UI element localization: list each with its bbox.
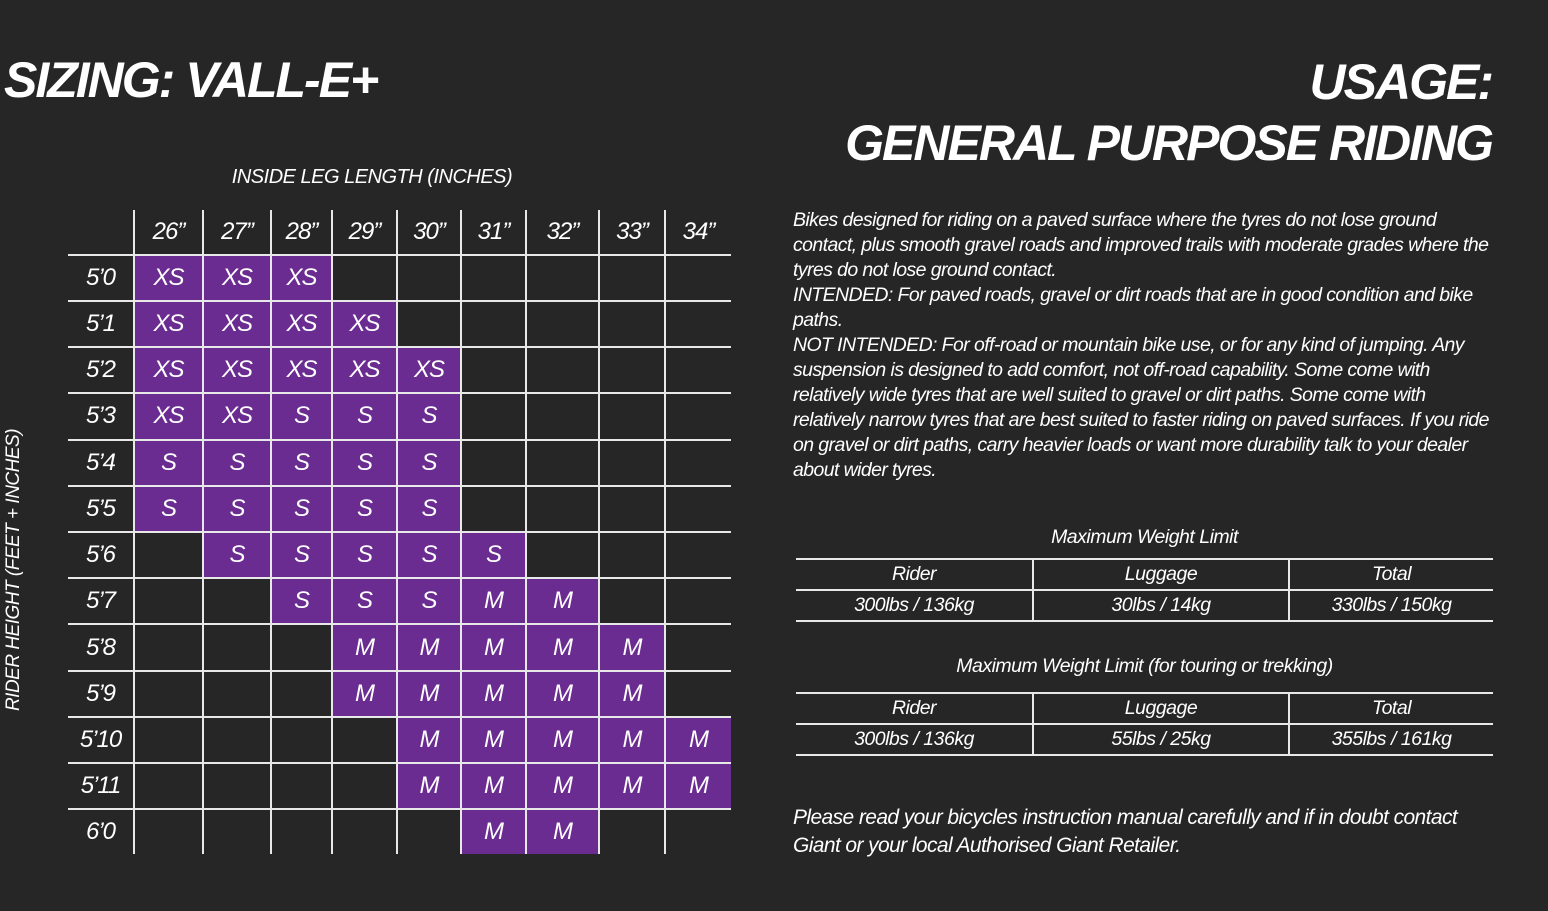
frame-size-cell xyxy=(665,393,731,439)
weight-limit-luggage-value: 30lbs / 14kg xyxy=(1033,590,1289,621)
footer-note-line1: Please read your bicycles instruction manual carefully and if in doubt contact xyxy=(793,806,1458,829)
frame-size-cell xyxy=(665,347,731,393)
usage-description-text: Bikes designed for riding on a paved surface where the tyres do not lose ground contact, plus smooth gravel roads and improved trails with moderate grades where the tyres do not lose ground contact. xyxy=(793,209,1489,281)
frame-size-cell xyxy=(526,440,599,486)
size-chart-row xyxy=(68,532,731,578)
frame-size-cell: S xyxy=(134,440,203,486)
frame-size-cell xyxy=(134,532,203,578)
frame-size-cell: M xyxy=(397,763,461,809)
frame-size-cell xyxy=(665,301,731,347)
frame-size-cell: XS xyxy=(271,255,332,301)
frame-size-cell: XS xyxy=(134,393,203,439)
weight-limit-header-luggage: Luggage xyxy=(1033,559,1289,590)
rider-height-row-header: 5’5 xyxy=(68,486,134,532)
footer-note-line2: Giant or your local Authorised Giant Retailer. xyxy=(793,834,1181,857)
frame-size-cell xyxy=(203,578,271,624)
touring-weight-limit-table xyxy=(796,692,1493,756)
frame-size-cell xyxy=(599,486,665,532)
touring-weight-limit-caption: Maximum Weight Limit (for touring or trekking) xyxy=(956,655,1333,677)
frame-size-cell: M xyxy=(526,717,599,763)
size-chart-header-row xyxy=(68,210,731,255)
rider-height-row-header: 5’10 xyxy=(68,717,134,763)
size-chart-row xyxy=(68,578,731,624)
frame-size-cell: M xyxy=(599,717,665,763)
frame-size-cell: S xyxy=(271,532,332,578)
frame-size-cell: XS xyxy=(203,393,271,439)
frame-size-cell: S xyxy=(332,578,397,624)
frame-size-cell: M xyxy=(599,624,665,670)
rider-height-row-header: 5’11 xyxy=(68,763,134,809)
frame-size-cell xyxy=(461,393,526,439)
frame-size-cell xyxy=(203,763,271,809)
rider-height-row-header: 5’8 xyxy=(68,624,134,670)
frame-size-cell xyxy=(461,255,526,301)
size-chart-row xyxy=(68,624,731,670)
frame-size-cell xyxy=(461,301,526,347)
frame-size-cell xyxy=(526,486,599,532)
touring-weight-limit-rider-value: 300lbs / 136kg xyxy=(796,724,1033,755)
rider-height-row-header: 5’2 xyxy=(68,347,134,393)
frame-size-cell: M xyxy=(397,671,461,717)
frame-size-cell: S xyxy=(271,486,332,532)
inside-leg-column-header: 26” xyxy=(134,210,203,255)
rider-height-row-header: 5’0 xyxy=(68,255,134,301)
size-chart-row xyxy=(68,671,731,717)
frame-size-cell xyxy=(665,532,731,578)
frame-size-cell: M xyxy=(397,624,461,670)
frame-size-cell xyxy=(665,486,731,532)
frame-size-cell xyxy=(599,301,665,347)
inside-leg-column-header: 30” xyxy=(397,210,461,255)
touring-weight-limit-header-rider: Rider xyxy=(796,693,1033,724)
size-chart-row xyxy=(68,486,731,532)
size-chart-grid xyxy=(68,210,731,854)
frame-size-cell xyxy=(397,301,461,347)
frame-size-cell: M xyxy=(599,763,665,809)
frame-size-cell xyxy=(599,809,665,854)
frame-size-cell xyxy=(134,578,203,624)
frame-size-cell xyxy=(203,671,271,717)
frame-size-cell: M xyxy=(461,717,526,763)
frame-size-cell xyxy=(599,255,665,301)
frame-size-cell xyxy=(665,578,731,624)
frame-size-cell xyxy=(665,624,731,670)
weight-limit-rider-value: 300lbs / 136kg xyxy=(796,590,1033,621)
usage-intended-text: INTENDED: For paved roads, gravel or dirt roads that are in good condition and bike paths. xyxy=(793,284,1473,331)
frame-size-cell xyxy=(397,809,461,854)
size-chart-row xyxy=(68,301,731,347)
size-chart-corner xyxy=(68,210,134,255)
touring-weight-limit-header-luggage: Luggage xyxy=(1033,693,1289,724)
frame-size-cell: S xyxy=(397,440,461,486)
frame-size-cell xyxy=(526,301,599,347)
frame-size-cell xyxy=(461,486,526,532)
frame-size-cell xyxy=(332,809,397,854)
size-chart-row xyxy=(68,393,731,439)
usage-title xyxy=(845,52,1492,174)
rider-height-axis-label: RIDER HEIGHT (FEET + INCHES) xyxy=(3,428,24,712)
frame-size-cell: S xyxy=(203,440,271,486)
touring-weight-limit-header-total: Total xyxy=(1289,693,1493,724)
size-chart-row xyxy=(68,347,731,393)
size-chart-row xyxy=(68,440,731,486)
frame-size-cell xyxy=(332,255,397,301)
frame-size-cell: XS xyxy=(397,347,461,393)
frame-size-cell: M xyxy=(397,717,461,763)
frame-size-cell xyxy=(271,624,332,670)
frame-size-cell xyxy=(665,440,731,486)
touring-weight-limit-header-row xyxy=(796,693,1493,724)
frame-size-cell: S xyxy=(271,393,332,439)
inside-leg-column-header: 32” xyxy=(526,210,599,255)
weight-limit-table xyxy=(796,558,1493,622)
frame-size-cell: S xyxy=(203,532,271,578)
frame-size-cell: S xyxy=(397,578,461,624)
frame-size-cell xyxy=(203,809,271,854)
footer-note xyxy=(793,804,1513,860)
frame-size-cell xyxy=(461,440,526,486)
weight-limit-caption: Maximum Weight Limit xyxy=(1051,526,1238,548)
frame-size-cell: M xyxy=(461,763,526,809)
frame-size-cell: S xyxy=(461,532,526,578)
frame-size-cell xyxy=(134,763,203,809)
frame-size-cell: M xyxy=(461,671,526,717)
frame-size-cell: M xyxy=(461,578,526,624)
size-chart-row xyxy=(68,255,731,301)
frame-size-cell xyxy=(599,532,665,578)
frame-size-cell: M xyxy=(461,809,526,854)
frame-size-cell xyxy=(526,532,599,578)
frame-size-cell: XS xyxy=(134,301,203,347)
frame-size-cell xyxy=(332,763,397,809)
inside-leg-column-header: 28” xyxy=(271,210,332,255)
frame-size-cell xyxy=(665,255,731,301)
frame-size-cell xyxy=(526,393,599,439)
frame-size-cell: XS xyxy=(134,255,203,301)
touring-weight-limit-value-row xyxy=(796,724,1493,755)
frame-size-cell xyxy=(397,255,461,301)
frame-size-cell: M xyxy=(332,671,397,717)
frame-size-cell xyxy=(599,578,665,624)
inside-leg-column-header: 29” xyxy=(332,210,397,255)
inside-leg-column-header: 33” xyxy=(599,210,665,255)
rider-height-row-header: 6’0 xyxy=(68,809,134,854)
frame-size-cell: XS xyxy=(203,347,271,393)
frame-size-cell: XS xyxy=(203,255,271,301)
touring-weight-limit-luggage-value: 55lbs / 25kg xyxy=(1033,724,1289,755)
usage-title-line1: USAGE: xyxy=(1309,54,1492,110)
inside-leg-column-header: 34” xyxy=(665,210,731,255)
frame-size-cell xyxy=(271,809,332,854)
weight-limit-header-row xyxy=(796,559,1493,590)
frame-size-cell: M xyxy=(526,671,599,717)
frame-size-cell xyxy=(665,671,731,717)
frame-size-cell: M xyxy=(332,624,397,670)
frame-size-cell xyxy=(526,255,599,301)
frame-size-cell: M xyxy=(665,763,731,809)
frame-size-cell: M xyxy=(526,624,599,670)
frame-size-cell: S xyxy=(332,532,397,578)
inside-leg-column-header: 31” xyxy=(461,210,526,255)
frame-size-cell xyxy=(332,717,397,763)
frame-size-cell: XS xyxy=(332,347,397,393)
frame-size-cell: M xyxy=(526,763,599,809)
rider-height-row-header: 5’6 xyxy=(68,532,134,578)
frame-size-cell: S xyxy=(397,532,461,578)
size-chart-row xyxy=(68,763,731,809)
frame-size-cell: S xyxy=(332,440,397,486)
frame-size-cell xyxy=(271,717,332,763)
frame-size-cell xyxy=(134,809,203,854)
frame-size-cell xyxy=(203,717,271,763)
frame-size-cell xyxy=(461,347,526,393)
frame-size-cell xyxy=(134,717,203,763)
frame-size-cell: XS xyxy=(332,301,397,347)
frame-size-cell: S xyxy=(332,393,397,439)
frame-size-cell: XS xyxy=(134,347,203,393)
touring-weight-limit-total-value: 355lbs / 161kg xyxy=(1289,724,1493,755)
frame-size-cell: M xyxy=(599,671,665,717)
usage-description xyxy=(793,208,1493,483)
frame-size-cell: S xyxy=(203,486,271,532)
inside-leg-axis-label: INSIDE LEG LENGTH (INCHES) xyxy=(231,166,513,188)
inside-leg-column-header: 27” xyxy=(203,210,271,255)
frame-size-cell xyxy=(665,809,731,854)
frame-size-cell: M xyxy=(665,717,731,763)
weight-limit-total-value: 330lbs / 150kg xyxy=(1289,590,1493,621)
frame-size-cell: S xyxy=(397,486,461,532)
frame-size-cell xyxy=(134,671,203,717)
usage-not-intended-text: NOT INTENDED: For off-road or mountain bike use, or for any kind of jumping. Any suspension is designed to add comfort, not off-road capability. Some come with relatively wide tyres that are well suited to gravel or dirt paths. Some come with relatively narrow tyres that are best suited to faster riding on paved surfaces. If you ride on gravel or dirt paths, carry heavier loads or want more durability talk to your dealer about wider tyres. xyxy=(793,334,1489,481)
frame-size-cell: XS xyxy=(271,347,332,393)
frame-size-cell xyxy=(599,393,665,439)
frame-size-cell: M xyxy=(526,578,599,624)
rider-height-row-header: 5’1 xyxy=(68,301,134,347)
frame-size-cell: S xyxy=(332,486,397,532)
frame-size-cell: S xyxy=(271,440,332,486)
rider-height-row-header: 5’9 xyxy=(68,671,134,717)
frame-size-cell: S xyxy=(134,486,203,532)
frame-size-cell xyxy=(203,624,271,670)
rider-height-row-header: 5’3 xyxy=(68,393,134,439)
rider-height-row-header: 5’4 xyxy=(68,440,134,486)
frame-size-cell: XS xyxy=(271,301,332,347)
frame-size-cell: S xyxy=(397,393,461,439)
frame-size-cell xyxy=(526,347,599,393)
weight-limit-header-rider: Rider xyxy=(796,559,1033,590)
frame-size-cell xyxy=(599,347,665,393)
size-chart-row xyxy=(68,717,731,763)
weight-limit-value-row xyxy=(796,590,1493,621)
size-chart-row xyxy=(68,809,731,854)
frame-size-cell xyxy=(599,440,665,486)
frame-size-cell xyxy=(134,624,203,670)
frame-size-cell: S xyxy=(271,578,332,624)
sizing-title: SIZING: VALL-E+ xyxy=(4,52,378,108)
frame-size-cell: XS xyxy=(203,301,271,347)
frame-size-cell xyxy=(271,671,332,717)
rider-height-row-header: 5’7 xyxy=(68,578,134,624)
usage-title-line2: GENERAL PURPOSE RIDING xyxy=(845,115,1492,171)
frame-size-cell: M xyxy=(526,809,599,854)
frame-size-cell: M xyxy=(461,624,526,670)
weight-limit-header-total: Total xyxy=(1289,559,1493,590)
frame-size-cell xyxy=(271,763,332,809)
